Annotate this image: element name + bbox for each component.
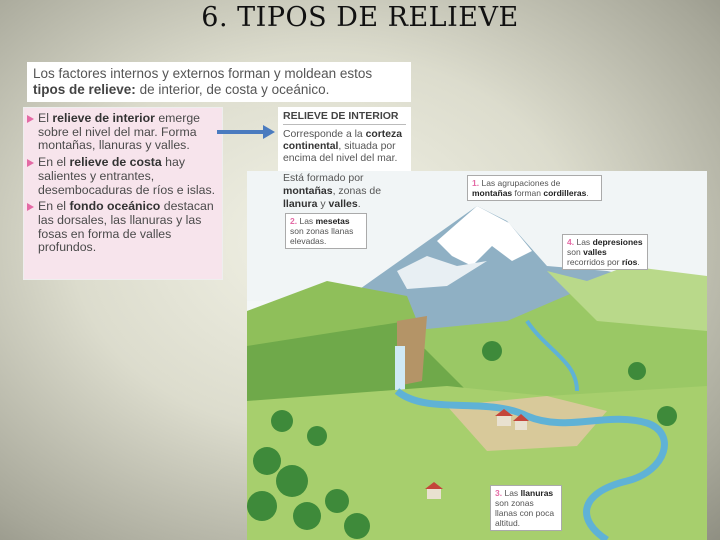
label-num: 4. bbox=[567, 237, 575, 247]
relieve-bold: llanura bbox=[283, 198, 318, 210]
bullet-pre: En el bbox=[38, 199, 67, 214]
relieve-text: y bbox=[317, 198, 326, 210]
relieve-text: Corresponde a la bbox=[283, 129, 363, 140]
pink-triangle-icon bbox=[27, 115, 34, 123]
relieve-bold: montañas bbox=[283, 185, 333, 197]
label-mesetas bbox=[285, 213, 367, 249]
label-text: recorridos por bbox=[567, 257, 620, 267]
label-text: Las bbox=[504, 488, 519, 498]
right-arrow-icon bbox=[215, 122, 277, 142]
relieve-text: . bbox=[357, 198, 361, 210]
label-text: Las agrupaciones de bbox=[481, 178, 561, 188]
bullet-pre: El bbox=[38, 111, 49, 125]
intro-rest: de interior, de costa y oceánico. bbox=[139, 82, 330, 97]
label-num: 2. bbox=[290, 216, 298, 226]
label-bold: montañas bbox=[472, 188, 513, 198]
label-llanuras bbox=[490, 485, 562, 531]
label-cordilleras bbox=[467, 175, 602, 201]
bullet-interior bbox=[38, 112, 216, 153]
bullet-oceanico bbox=[38, 200, 216, 255]
label-bold: ríos bbox=[621, 257, 638, 267]
landscape-illustration bbox=[247, 171, 707, 540]
relieve-bold: corteza continental bbox=[283, 129, 402, 152]
label-text: son zonas llanas elevadas. bbox=[290, 226, 354, 246]
intro-line: Los factores internos y externos forman y moldean estos bbox=[33, 66, 373, 81]
bullet-pre: En el bbox=[38, 155, 67, 170]
relief-types-bullets bbox=[23, 107, 223, 280]
label-bold: valles bbox=[583, 247, 607, 257]
label-bold: cordilleras bbox=[543, 188, 587, 198]
label-text: . bbox=[637, 257, 640, 267]
label-text: . bbox=[586, 188, 589, 198]
label-num: 3. bbox=[495, 488, 503, 498]
label-bold: llanuras bbox=[520, 488, 554, 498]
label-bold: mesetas bbox=[315, 216, 350, 226]
relieve-text: Está formado por bbox=[283, 172, 364, 184]
slide-title: 6. TIPOS DE RELIEVE bbox=[201, 2, 519, 33]
label-num: 1. bbox=[472, 178, 480, 188]
bullet-post: destacan las dorsales, las llanuras y las fosas en forma de valles profundos. bbox=[38, 199, 214, 255]
bullet-post: emerge sobre el nivel del mar. Forma montañas, llanuras y valles. bbox=[38, 111, 201, 153]
label-text: son zonas llanas con poca altitud. bbox=[495, 498, 555, 528]
bullet-post: hay salientes y entrantes, desembocaduras de ríos e islas. bbox=[38, 155, 216, 197]
bullet-bold: relieve de interior bbox=[52, 111, 155, 125]
relieve-heading: RELIEVE DE INTERIOR bbox=[283, 110, 406, 125]
label-text: Las bbox=[576, 237, 591, 247]
label-depresiones bbox=[562, 234, 648, 270]
label-bold: depresiones bbox=[592, 237, 643, 247]
label-text: son bbox=[567, 247, 581, 257]
relieve-text: , zonas de bbox=[332, 185, 382, 197]
label-text: Las bbox=[299, 216, 314, 226]
bullet-costa bbox=[38, 156, 216, 197]
label-text: forman bbox=[514, 188, 541, 198]
pink-triangle-icon bbox=[27, 203, 34, 211]
relieve-text: , situada por encima del nivel del mar. bbox=[283, 141, 398, 164]
bullet-bold: relieve de costa bbox=[69, 155, 162, 170]
intro-bold: tipos de relieve: bbox=[33, 82, 136, 97]
pink-triangle-icon bbox=[27, 159, 34, 167]
intro-text-box bbox=[27, 62, 411, 102]
relieve-interior-box bbox=[278, 107, 411, 173]
relieve-formed-text bbox=[283, 172, 411, 211]
relieve-bold: valles bbox=[328, 198, 358, 210]
bullet-bold: fondo oceánico bbox=[69, 199, 161, 214]
